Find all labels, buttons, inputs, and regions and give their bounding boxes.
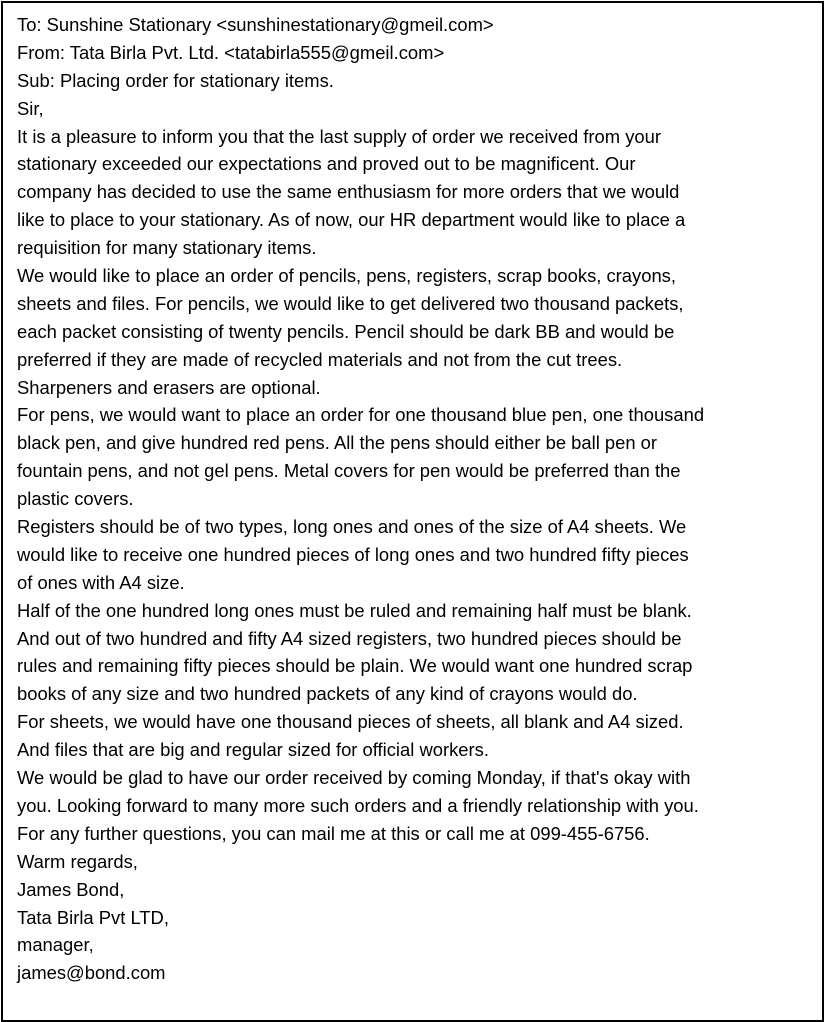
body-line: would like to receive one hundred pieces of long ones and two hundred fifty pieces	[17, 543, 689, 565]
body-line: each packet consisting of twenty pencils. Pencil should be dark BB and would be	[17, 320, 675, 342]
signature-name: James Bond,	[17, 878, 125, 900]
to-line: To: Sunshine Stationary <sunshinestationary@gmeil.com>	[17, 14, 494, 35]
body-line: Sharpeners and erasers are optional.	[17, 376, 321, 398]
email-content	[17, 11, 817, 987]
signature-title: manager,	[17, 934, 94, 956]
body-line: like to place to your stationary. As of now, our HR department would like to place a	[17, 209, 686, 231]
email-body	[17, 123, 817, 848]
email-document	[1, 1, 824, 1022]
body-line: Half of the one hundred long ones must be ruled and remaining half must be blank.	[17, 599, 692, 621]
body-line: We would be glad to have our order received by coming Monday, if that's okay with	[17, 767, 691, 789]
body-line: company has decided to use the same enthusiasm for more orders that we would	[17, 181, 680, 203]
body-line: preferred if they are made of recycled materials and not from the cut trees.	[17, 348, 623, 370]
from-line: From: Tata Birla Pvt. Ltd. <tatabirla555@gmeil.com>	[17, 41, 445, 63]
body-line: rules and remaining fifty pieces should be plain. We would want one hundred scrap	[17, 655, 693, 677]
signature-email: james@bond.com	[17, 962, 166, 984]
body-line: Registers should be of two types, long ones and ones of the size of A4 sheets. We	[17, 516, 687, 538]
signature-closing: Warm regards,	[17, 850, 138, 872]
body-line: of ones with A4 size.	[17, 571, 185, 593]
body-line: For any further questions, you can mail me at this or call me at 099-455-6756.	[17, 822, 650, 844]
signature-block	[17, 848, 817, 987]
body-line: black pen, and give hundred red pens. All the pens should either be ball pen or	[17, 432, 658, 454]
body-line: And out of two hundred and fifty A4 sized registers, two hundred pieces should be	[17, 627, 682, 649]
salutation: Sir,	[17, 97, 44, 119]
body-line: It is a pleasure to inform you that the last supply of order we received from your	[17, 125, 661, 147]
body-line: sheets and files. For pencils, we would like to get delivered two thousand packets,	[17, 292, 684, 314]
body-line: And files that are big and regular sized for official workers.	[17, 739, 489, 761]
body-line: fountain pens, and not gel pens. Metal covers for pen would be preferred than the	[17, 460, 681, 482]
body-line: We would like to place an order of pencils, pens, registers, scrap books, crayons,	[17, 265, 676, 287]
body-line: plastic covers.	[17, 488, 134, 510]
body-line: requisition for many stationary items.	[17, 237, 317, 259]
body-line: you. Looking forward to many more such orders and a friendly relationship with you.	[17, 794, 699, 816]
body-line: For pens, we would want to place an order for one thousand blue pen, one thousand	[17, 404, 705, 426]
body-line: stationary exceeded our expectations and proved out to be magnificent. Our	[17, 153, 636, 175]
subject-line: Sub: Placing order for stationary items.	[17, 69, 334, 91]
body-line: For sheets, we would have one thousand pieces of sheets, all blank and A4 sized.	[17, 711, 684, 733]
body-line: books of any size and two hundred packets of any kind of crayons would do.	[17, 683, 638, 705]
signature-company: Tata Birla Pvt LTD,	[17, 906, 169, 928]
